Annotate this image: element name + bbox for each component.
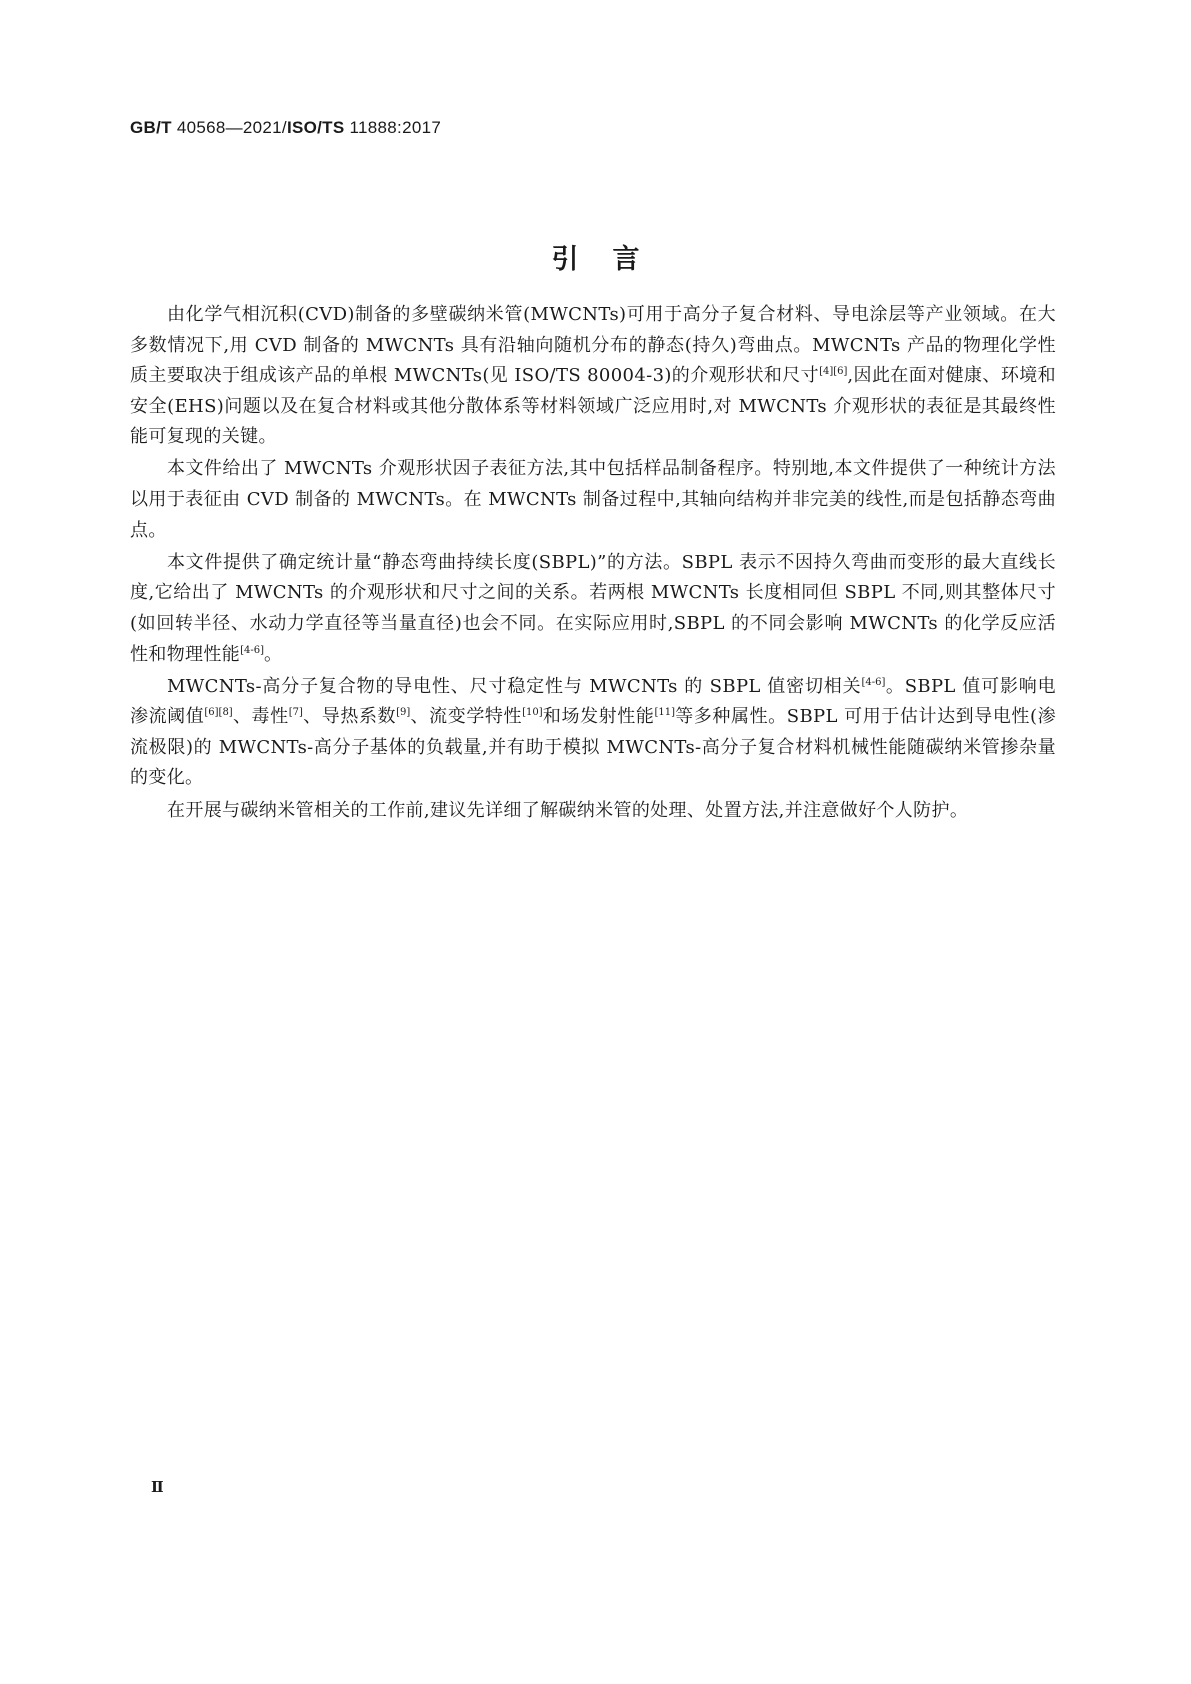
page-title: 引言 (551, 244, 674, 276)
paragraph-3 (130, 548, 1056, 670)
paragraph-text: 等多种属性。SBPL 可用于估计达到导电性(渗流极限)的 MWCNTs-高分子基体的负载量,并有助于模拟 MWCNTs-高分子复合材料机械性能随碳纳米管掺杂量的变化。 (130, 706, 1056, 789)
paragraph-text: 由化学气相沉积(CVD)制备的多壁碳纳米管(MWCNTs)可用于高分子复合材料、导电涂层等产业领域。在大多数情况下,用 CVD 制备的 MWCNTs 具有沿轴向随机分布的静态(持久)弯曲点。MWCNTs 产品的物理化学性质主要取决于组成该产品的单根 MWCNTs(见 ISO/TS 80004-3)的介观形状和尺寸 (130, 304, 1056, 387)
citation-ref[interactable]: [4][6] (819, 366, 848, 378)
citation-ref[interactable]: [9] (396, 707, 411, 719)
citation-ref[interactable]: [7] (288, 707, 303, 719)
citation-ref[interactable]: [6][8] (204, 707, 233, 719)
document-code (130, 118, 441, 138)
paragraph-text: 、流变学特性 (410, 706, 523, 728)
iso-number: 11888:2017 (349, 118, 442, 137)
paragraph-text: 、毒性 (232, 706, 289, 728)
paragraph-text: ,因此在面对健康、环境和安全(EHS)问题以及在复合材料或其他分散体系等材料领域广泛应用时,对 MWCNTs 介观形状的表征是其最终性能可复现的关键。 (130, 365, 1056, 448)
paragraph-4 (130, 672, 1056, 794)
paragraph-text: 和场发射性能 (542, 706, 655, 728)
citation-ref[interactable]: [11] (654, 707, 675, 719)
paragraph-text: 本文件给出了 MWCNTs 介观形状因子表征方法,其中包括样品制备程序。特别地,本文件提供了一种统计方法以用于表征由 CVD 制备的 MWCNTs。在 MWCNTs 制备过程中,其轴向结构并非完美的线性,而是包括静态弯曲点。 (130, 458, 1056, 541)
paragraph-text: 在开展与碳纳米管相关的工作前,建议先详细了解碳纳米管的处理、处置方法,并注意做好个人防护。 (167, 799, 969, 821)
paragraph-text: 本文件提供了确定统计量“静态弯曲持续长度(SBPL)”的方法。SBPL 表示不因持久弯曲而变形的最大直线长度,它给出了 MWCNTs 的介观形状和尺寸之间的关系。若两根 MWCNTs 长度相同但 SBPL 不同,则其整体尺寸(如回转半径、水动力学直径等当量直径)也会不同。在实际应用时,SBPL 的不同会影响 MWCNTs 的化学反应活性和物理性能 (130, 551, 1056, 665)
paragraph-text: 。SBPL 值可影响电渗流阈值 (130, 675, 1056, 728)
standard-number: 40568—2021/ (176, 118, 287, 137)
iso-prefix: ISO/TS (286, 118, 345, 137)
page-number: Ⅱ (151, 1480, 164, 1496)
paragraph-5 (130, 796, 1056, 827)
citation-ref[interactable]: [4-6] (240, 644, 265, 656)
standard-prefix: GB/T (130, 118, 172, 137)
paragraph-2 (130, 454, 1056, 546)
introduction-body (130, 300, 1056, 828)
citation-ref[interactable]: [10] (522, 707, 543, 719)
citation-ref[interactable]: [4-6] (861, 676, 886, 688)
paragraph-text: 、导热系数 (302, 706, 397, 728)
paragraph-1 (130, 300, 1056, 453)
paragraph-text: MWCNTs-高分子复合物的导电性、尺寸稳定性与 MWCNTs 的 SBPL 值密切相关 (167, 675, 862, 697)
paragraph-text: 。 (264, 643, 283, 665)
